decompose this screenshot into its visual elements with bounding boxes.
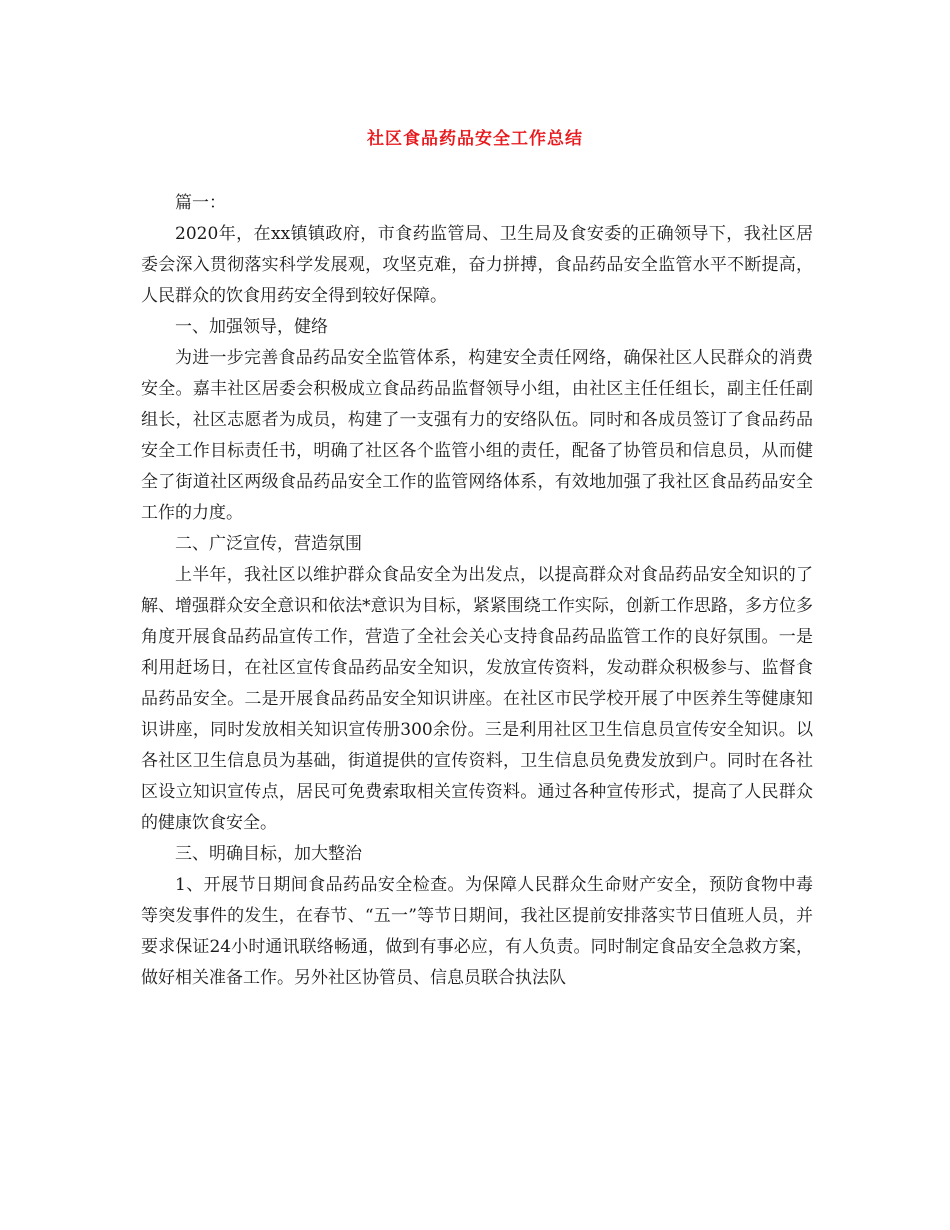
heading-two: 二、广泛宣传，营造氛围 [175,534,362,554]
heading-one: 一、加强领导，健络 [175,317,328,337]
heading-three: 三、明确目标，加大整治 [175,844,362,864]
intro-paragraph: 2020年，在xx镇镇政府，市食药监管局、卫生局及食安委的正确领导下，我社区居委会深入贯彻落实科学发展观，攻坚克难，奋力拼搏，食品药品安全监管水平不断提高，人民群众的饮食用药安全得到较好保障。 [141,224,813,306]
document-body [141,188,813,994]
paragraph-one: 为进一步完善食品药品安全监管体系，构建安全责任网络，确保社区人民群众的消费安全。嘉丰社区居委会积极成立食品药品监督领导小组，由社区主任任组长，副主任任副组长，社区志愿者为成员，构建了一支强有力的安络队伍。同时和各成员签订了食品药品安全工作目标责任书，明确了社区各个监管小组的责任，配备了协管员和信息员，从而健全了街道社区两级食品药品安全工作的监管网络体系，有效地加强了我社区食品药品安全工作的力度。 [141,348,813,523]
section-label: 篇一： [175,193,226,213]
paragraph-two: 上半年，我社区以维护群众食品安全为出发点，以提高群众对食品药品安全知识的了解、增强群众安全意识和依法*意识为目标，紧紧围绕工作实际，创新工作思路，多方位多角度开展食品药品宣传工作，营造了全社会关心支持食品药品监管工作的良好氛围。一是利用赶场日，在社区宣传食品药品安全知识，发放宣传资料，发动群众积极参与、监督食品药品安全。二是开展食品药品安全知识讲座。在社区市民学校开展了中医养生等健康知识讲座，同时发放相关知识宣传册300余份。三是利用社区卫生信息员宣传安全知识。以各社区卫生信息员为基础，街道提供的宣传资料，卫生信息员免费发放到户。同时在各社区设立知识宣传点，居民可免费索取相关宣传资料。通过各种宣传形式，提高了人民群众的健康饮食安全。 [141,565,813,833]
document-title: 社区食品药品安全工作总结 [367,129,583,149]
paragraph-three: 1、开展节日期间食品药品安全检查。为保障人民群众生命财产安全，预防食物中毒等突发事件的发生，在春节、“五一”等节日期间，我社区提前安排落实节日值班人员，并要求保证24小时通讯联络畅通，做到有事必应，有人负责。同时制定食品安全急救方案，做好相关准备工作。另外社区协管员、信息员联合执法队 [141,875,813,988]
